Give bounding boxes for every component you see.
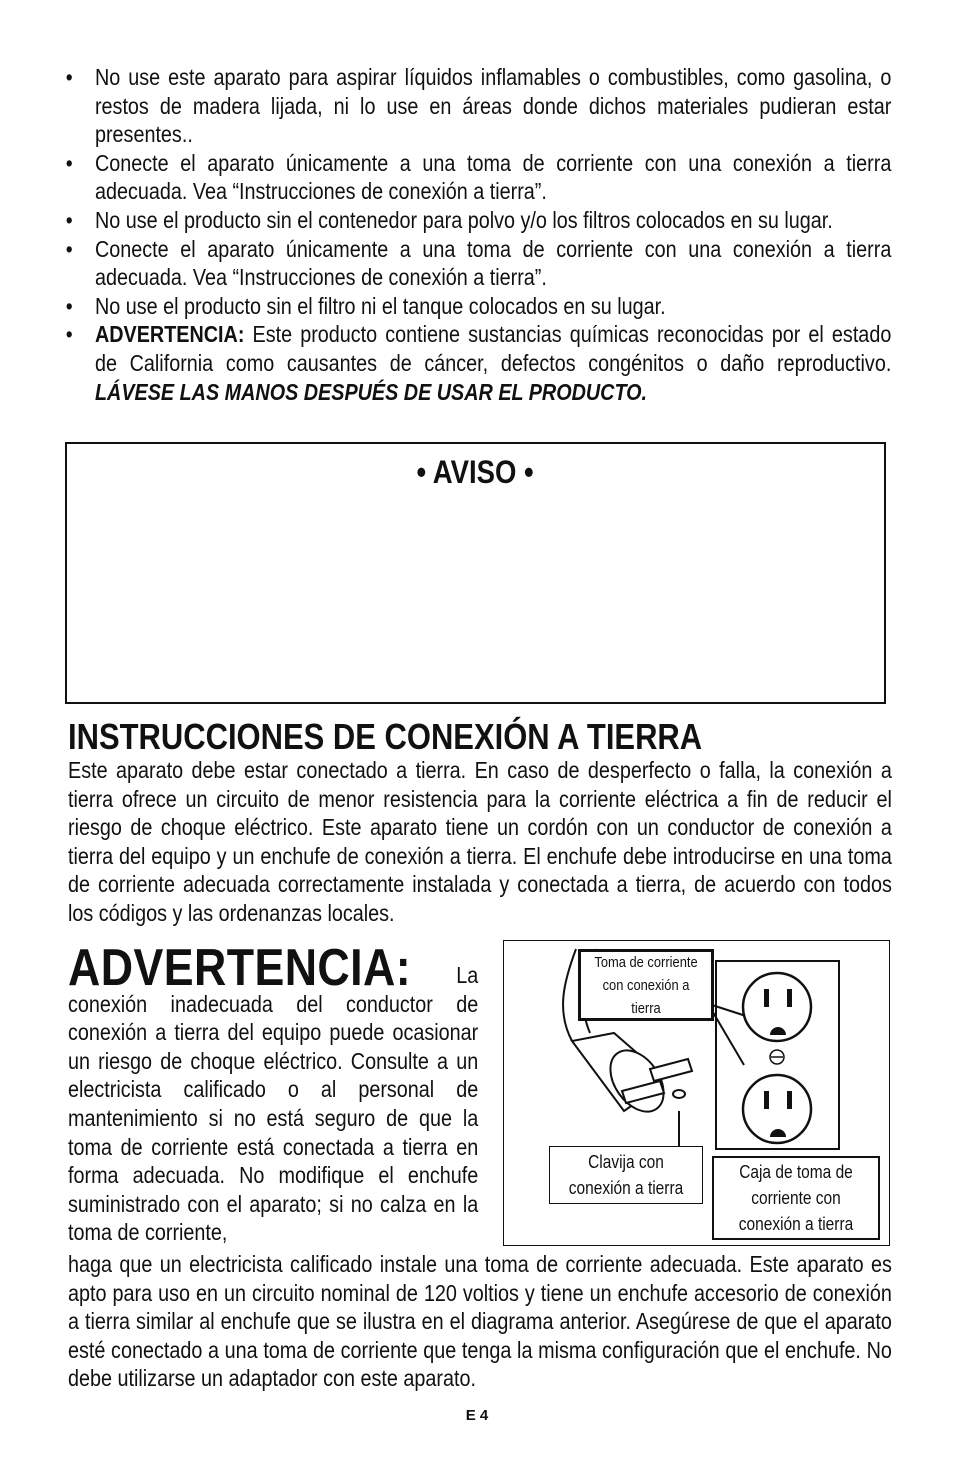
slot	[764, 1091, 769, 1109]
label-outlet-box	[712, 1156, 880, 1240]
warning-text: La conexión inadecuada del conductor de conexión a tierra del equipo puede ocasionar un riesgo de choque eléctrico. Consulte a un electricista calificado o al personal de mantenimiento si no está seguro de que la toma de corriente está conectada a tierra en forma adecuada. No modifique el enchufe suministrado con el aparato; si no calza en la toma de corriente,	[68, 962, 479, 1246]
warning-paragraph-text	[68, 939, 479, 1247]
bullet-glyph: •	[65, 206, 73, 233]
cord-line	[563, 949, 576, 1041]
notice-title	[67, 454, 884, 491]
grounding-diagram	[503, 940, 890, 1246]
bullet-glyph: •	[65, 292, 73, 319]
label-grounding-pin-text: Clavija con conexión a tierra	[568, 1152, 684, 1198]
bullet-text: No use este aparato para aspirar líquidos inflamables o combustibles, como gasolina, o restos de madera lijada, ni lo use en áreas donde dichos materiales pudieran estar presentes..	[94, 64, 892, 148]
label-grounded-outlet	[578, 949, 714, 1021]
slot	[787, 1091, 792, 1109]
plug-prong	[650, 1059, 692, 1081]
ground-pin	[673, 1090, 685, 1098]
bullet-item	[64, 206, 891, 235]
bullet-glyph: •	[65, 321, 73, 348]
warning-heading: ADVERTENCIA:	[68, 939, 412, 997]
page-number: E 4	[465, 1407, 489, 1424]
warning-label: ADVERTENCIA:	[94, 321, 245, 348]
bullet-item	[64, 149, 891, 206]
bullet-text: Conecte el aparato únicamente a una toma de corriente con una conexión a tierra adecuada. Vea “Instrucciones de conexión a tierra”.	[94, 149, 892, 205]
warning-bullet-text: Este producto contiene sustancias químicas reconocidas por el estado de California como causantes de cáncer, defectos congénitos o daño reproductivo.	[94, 321, 892, 376]
bullet-glyph: •	[65, 149, 73, 176]
warning-bullet-item	[64, 320, 891, 406]
safety-bullet-list	[64, 63, 891, 406]
bullet-text: Conecte el aparato únicamente a una toma de corriente con una conexión a tierra adecuada. Vea “Instrucciones de conexión a tierra”.	[94, 235, 892, 291]
label-grounding-pin	[549, 1146, 703, 1204]
wash-hands-emphasis: LÁVESE LAS MANOS DESPUÉS DE USAR EL PRODUCTO.	[94, 378, 648, 405]
bullet-item	[64, 63, 891, 149]
bullet-glyph: •	[65, 235, 73, 262]
grounding-body: Este aparato debe estar conectado a tierra. En caso de desperfecto o falla, la conexión a tierra ofrece un circuito de menor resistencia para la corriente eléctrica a fin de reducir el riesgo de choque eléctrico. Este aparato tiene un cordón con un conductor de conexión a tierra del equipo y un enchufe de conexión a tierra. El enchufe debe introducirse en una toma de corriente adecuada correctamente instalada y conectada a tierra, de acuerdo con todos los códigos y las ordenanzas locales.	[68, 757, 892, 926]
grounding-heading: INSTRUCCIONES DE CONEXIÓN A TIERRA	[68, 716, 703, 757]
bullet-item	[64, 235, 891, 292]
label-outlet-box-text: Caja de toma de corriente con conexión a tierra	[738, 1162, 854, 1234]
slot	[764, 989, 769, 1007]
notice-title-text: • AVISO •	[416, 454, 535, 490]
bullet-item	[64, 292, 891, 321]
bullet-glyph: •	[65, 64, 73, 90]
warning-continuation: haga que un electricista calificado instale una toma de corriente adecuada. Este aparato es apto para uso en un circuito nominal de 120 voltios y tiene un enchufe accesorio de conexión a tierra similar al enchufe que se ilustra en el diagrama anterior. Asegúrese de que el aparato esté conectado a una toma de corriente que tenga la misma configuración que el enchufe. No debe utilizarse un adaptador con este aparato.	[68, 1251, 892, 1392]
notice-box	[65, 442, 886, 704]
slot	[787, 989, 792, 1007]
label-grounded-outlet-text: Toma de corriente con conexión a tierra	[594, 953, 698, 1017]
bullet-text: No use el producto sin el contenedor para polvo y/o los filtros colocados en su lugar.	[94, 206, 833, 233]
bullet-text: No use el producto sin el filtro ni el tanque colocados en su lugar.	[94, 292, 666, 319]
